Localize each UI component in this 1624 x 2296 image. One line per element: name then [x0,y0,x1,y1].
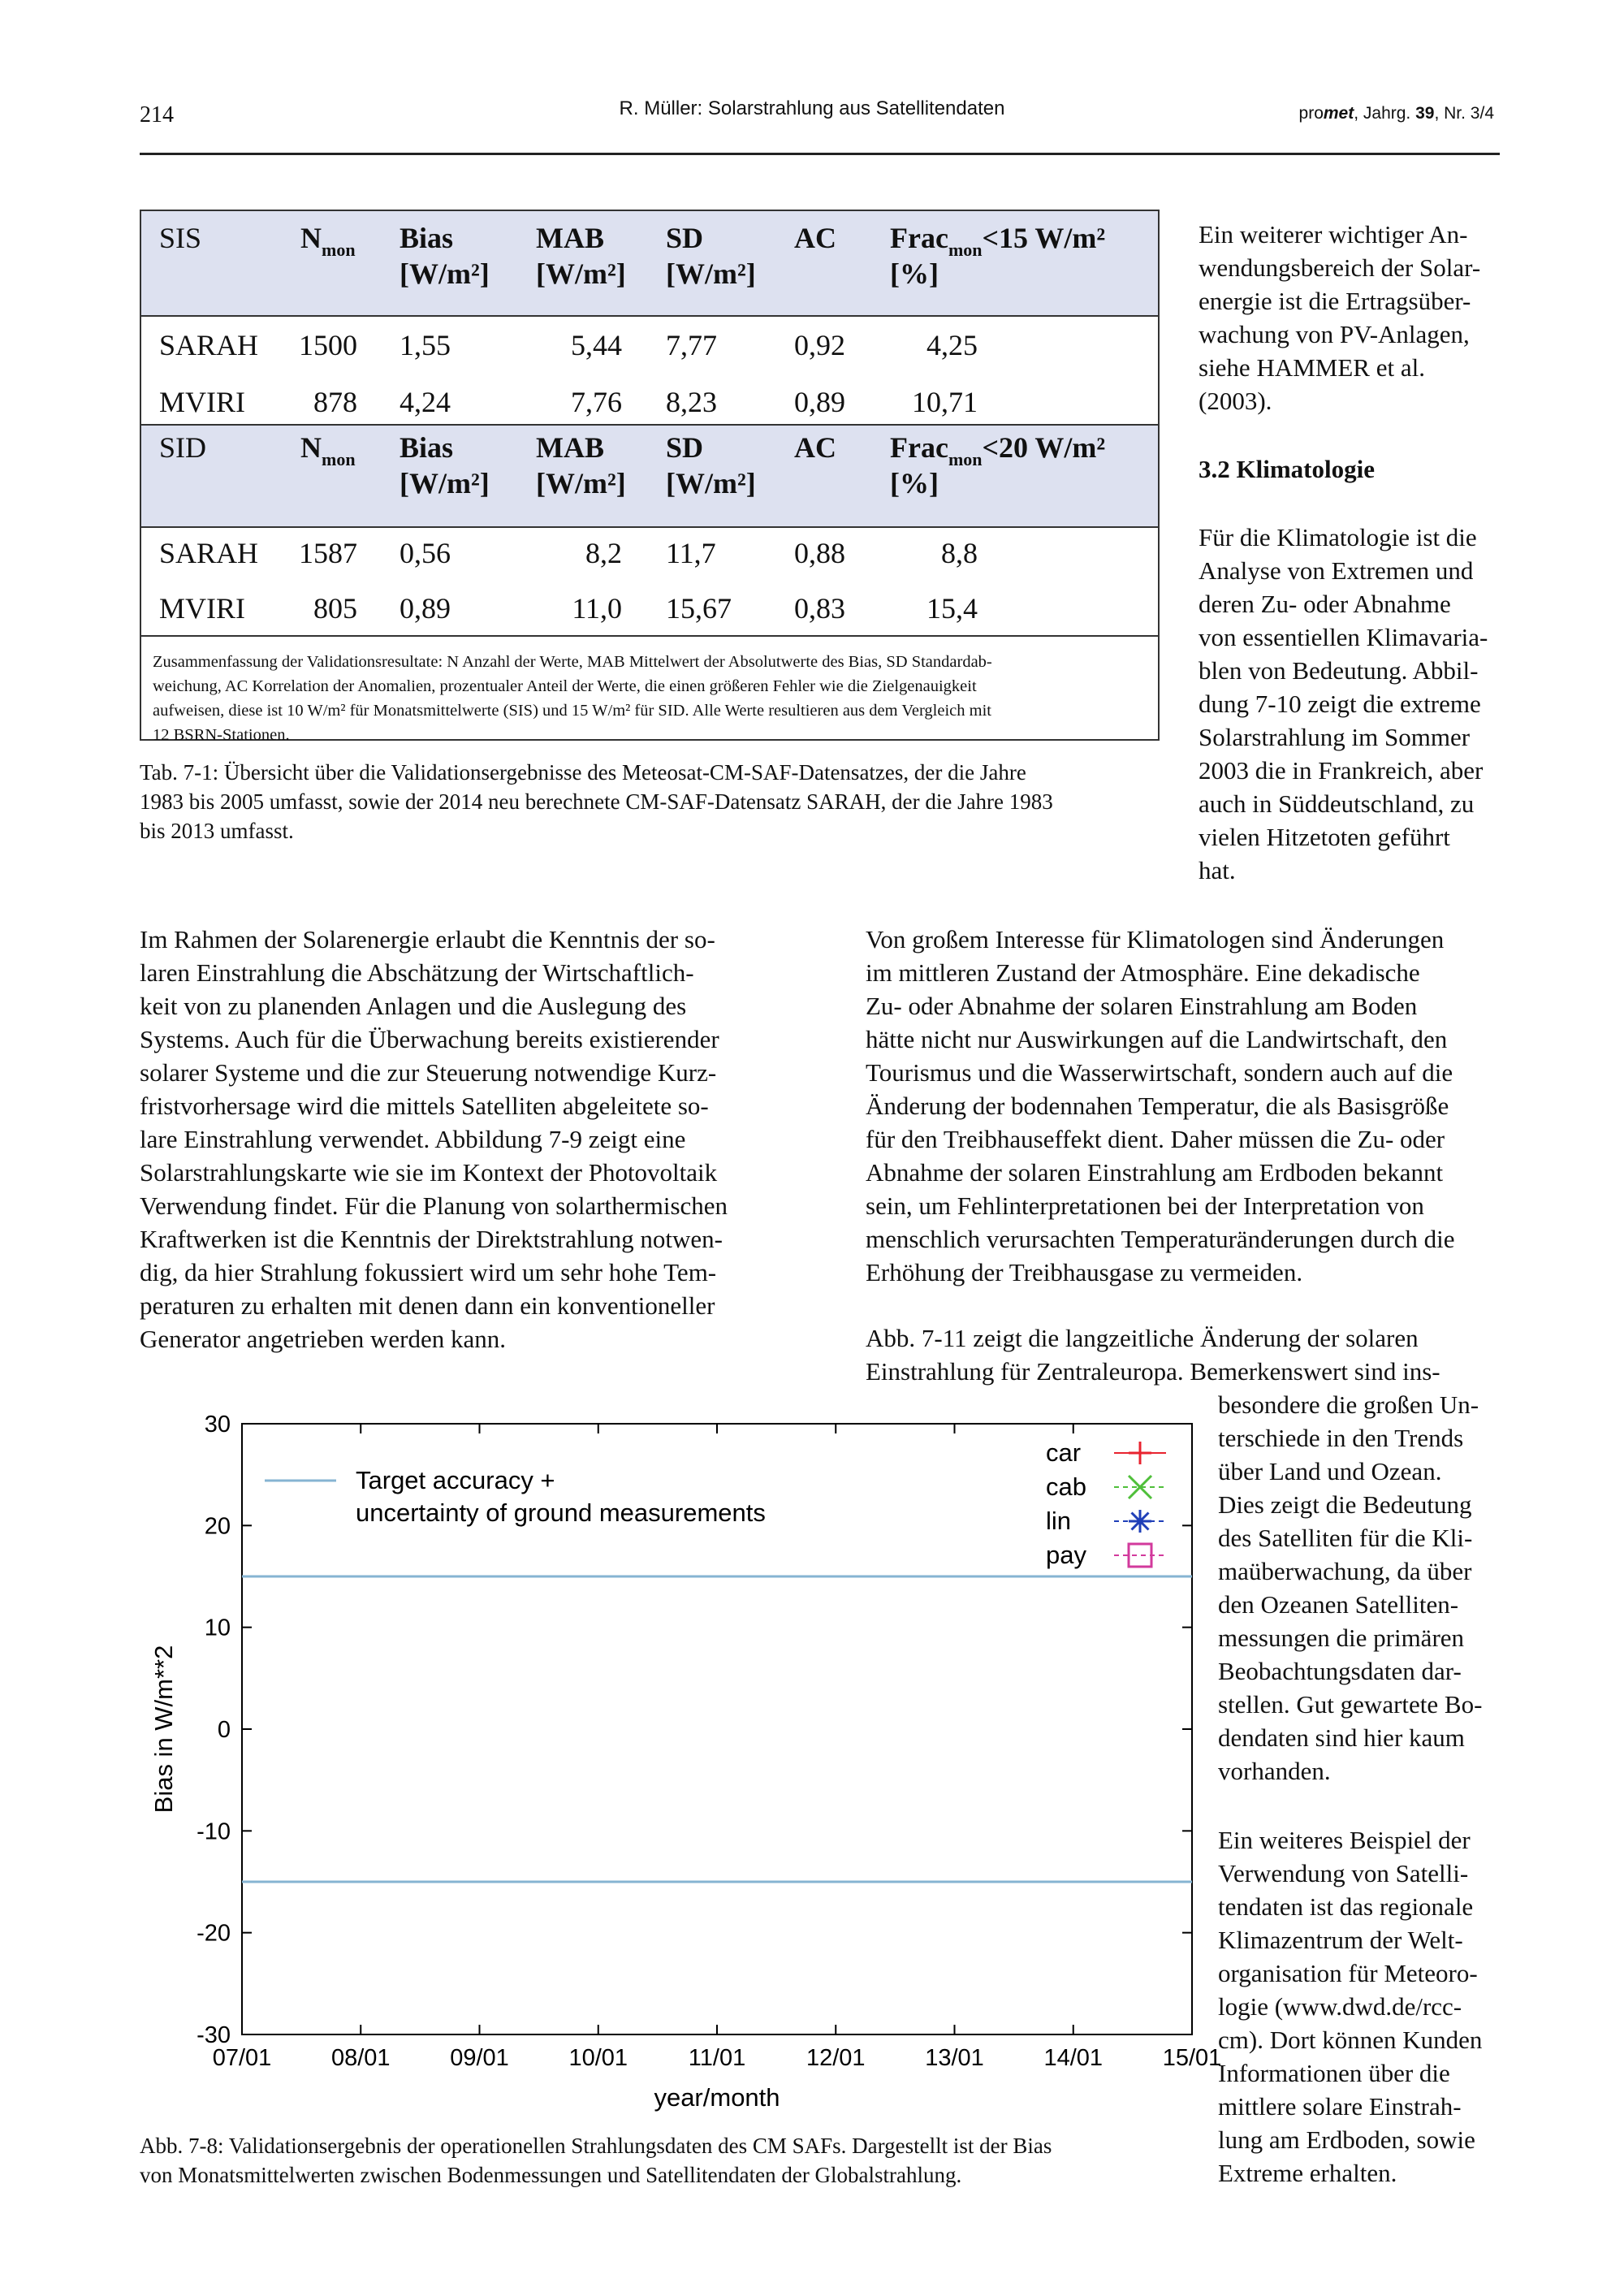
text-line: mittlere solare Einstrah- [1218,2092,1462,2121]
text-line: Generator angetrieben werden kann. [140,1325,506,1353]
text-line: des Satelliten für die Kli- [1218,1524,1473,1552]
journal-issue: , Nr. 3/4 [1434,104,1494,123]
text-line: cm). Dort können Kunden [1218,2026,1483,2054]
table-header-label: SIS [159,222,202,254]
text-line: solarer Systeme und die zur Steuerung notwendige Kurz- [140,1058,717,1087]
table-header-frac: Frac$_{mon}$<15 W/m² [890,222,1106,260]
row-bias: 1,55 [400,329,451,361]
text-line: besondere die großen Un- [1218,1390,1479,1419]
text-line: sein, um Fehlinterpretationen bei der Interpretation von [866,1191,1424,1220]
y-tick-label: 20 [204,1513,231,1540]
text-line: messungen die primären [1218,1624,1465,1652]
table-row [141,380,1158,421]
text-line: Tourismus und die Wasserwirtschaft, sondern auch auf die [866,1058,1453,1087]
table-header-mab: MAB [536,222,604,254]
text-line: Kraftwerken ist die Kenntnis der Direktstrahlung notwen- [140,1225,723,1253]
text-line: Klimazentrum der Welt- [1218,1926,1463,1954]
y-tick-label: 10 [204,1615,231,1641]
row-mab: 11,0 [572,592,622,625]
table-row [141,585,1158,625]
table-header-n: $N_{mon}$ [300,431,356,469]
series-legend-label: lin [1046,1507,1072,1535]
x-tick-label: 09/01 [450,2045,509,2071]
table-row [141,530,1158,570]
row-sd: 11,7 [666,537,716,569]
text-line: lung am Erdboden, sowie [1218,2125,1475,2154]
row-frac: 4,25 [926,329,978,361]
right-paragraph-trends [1218,1388,1517,1788]
table-header-sid [141,424,1158,528]
row-sd: 7,77 [666,329,717,361]
row-sd: 8,23 [666,386,717,418]
text-line: lare Einstrahlung verwendet. Abbildung 7-9 zeigt eine [140,1125,686,1153]
text-line: Extreme erhalten. [1218,2159,1397,2187]
reference-legend-label: Target accuracy + [356,1466,555,1494]
table-note-line: Zusammenfassung der Validationsresultate: N Anzahl der Werte, MAB Mittelwert der Absolutwerte des Bias, SD Standardab- [153,653,992,671]
table-caption [140,758,1160,845]
table-header-bias: Bias [400,222,454,254]
page-number: 214 [140,102,174,128]
right-paragraph-pv [1199,218,1517,417]
text-line: Erhöhung der Treibhausgase zu vermeiden. [866,1258,1303,1286]
row-name: SARAH [159,329,259,361]
text-line: peraturen zu erhalten mit denen dann ein konventioneller [140,1291,715,1320]
table-header-sd: SD [666,431,704,464]
right-paragraph-climatology [1199,521,1517,887]
row-ac: 0,88 [794,537,845,569]
text-line: energie ist die Ertragsüber- [1199,287,1471,315]
table-header-mab-unit: [W/m²] [536,467,626,499]
text-line: dig, da hier Strahlung fokussiert wird um sehr hohe Tem- [140,1258,717,1286]
text-line: Verwendung von Satelli- [1218,1859,1469,1887]
text-line: Abb. 7-11 zeigt die langzeitliche Änderung der solaren [866,1324,1419,1352]
x-tick-label: 10/01 [568,2045,628,2071]
row-ac: 0,83 [794,592,845,625]
series-legend-label: cab [1046,1472,1086,1501]
text-line: fristvorhersage wird die mittels Satelliten abgeleitete so- [140,1092,709,1120]
row-mab: 8,2 [585,537,622,569]
right-paragraph-rcc [1218,1823,1517,2190]
table-header-ac: AC [794,222,836,254]
text-line: terschiede in den Trends [1218,1424,1464,1452]
row-frac: 8,8 [941,537,978,569]
text-line: Solarstrahlungskarte wie sie im Kontext der Photovoltaik [140,1158,718,1187]
row-ac: 0,92 [794,329,845,361]
text-line: keit von zu planenden Anlagen und die Auslegung des [140,992,687,1020]
table-header-ac: AC [794,431,836,464]
bias-chart [140,1401,1222,2132]
text-line: für den Treibhauseffekt dient. Daher müssen die Zu- oder [866,1125,1445,1153]
text-line: laren Einstrahlung die Abschätzung der Wirtschaftlich- [140,958,694,987]
mid-paragraph-climate [866,923,1517,1289]
text-line: Systems. Auch für die Überwachung bereits existierender [140,1025,719,1053]
x-tick-label: 08/01 [330,2045,391,2071]
text-line: maüberwachung, da über [1218,1557,1472,1585]
text-line: siehe HAMMER et al. [1199,353,1425,382]
text-line: tendaten ist das regionale [1218,1892,1474,1921]
text-line: Änderung der bodennahen Temperatur, die als Basisgröße [866,1092,1449,1120]
row-mab: 5,44 [571,329,622,361]
table-header-frac-unit: [%] [890,467,939,499]
text-line: logie (www.dwd.de/rcc- [1218,1992,1462,2021]
x-tick-label: 13/01 [925,2045,984,2071]
row-frac: 10,71 [912,386,978,418]
y-tick-label: 0 [217,1717,231,1743]
table-header-mab-unit: [W/m²] [536,257,626,290]
validation-table [140,210,1160,744]
table-header-sis [141,211,1158,317]
text-line: hat. [1199,856,1236,884]
mid-paragraph-trends [866,1321,1517,1388]
text-line: 2003 die in Frankreich, aber [1199,756,1484,785]
row-mab: 7,76 [571,386,622,418]
running-title: R. Müller: Solarstrahlung aus Satellitendaten [619,97,1005,119]
row-frac: 15,4 [926,592,978,625]
text-line: menschlich verursachten Temperaturänderungen durch die [866,1225,1455,1253]
y-tick-label: -10 [197,1818,231,1845]
table-header-sd-unit: [W/m²] [666,467,756,499]
journal-reference [1299,104,1494,123]
reference-legend-label: uncertainty of ground measurements [356,1498,766,1527]
text-line: auch in Süddeutschland, zu [1199,789,1475,818]
text-line: blen von Bedeutung. Abbil- [1199,656,1479,685]
table-header-bias-unit: [W/m²] [400,257,490,290]
caption-line: Tab. 7-1: Übersicht über die Validationsergebnisse des Meteosat-CM-SAF-Datensatzes, der die Jahre [140,760,1026,785]
y-tick-label: 30 [204,1412,231,1438]
y-tick-label: -30 [197,2022,231,2048]
table-header-sd-unit: [W/m²] [666,257,756,290]
header-rule [140,153,1500,155]
text-line: über Land und Ozean. [1218,1457,1442,1485]
text-line: dung 7-10 zeigt die extreme [1199,690,1481,718]
table-header-bias: Bias [400,431,454,464]
row-bias: 0,89 [400,592,451,625]
row-bias: 0,56 [400,537,451,569]
text-line: Ein weiterer wichtiger An- [1199,220,1468,249]
text-line: Ein weiteres Beispiel der [1218,1826,1471,1854]
caption-line: Abb. 7-8: Validationsergebnis der operationellen Strahlungsdaten des CM SAFs. Dargestellt ist der Bias [140,2134,1052,2158]
table-header-label: SID [159,431,207,464]
text-line: vielen Hitzetoten geführt [1199,823,1450,851]
text-line: Im Rahmen der Solarenergie erlaubt die Kenntnis der so- [140,925,715,953]
series-legend-label: car [1046,1438,1082,1467]
row-ac: 0,89 [794,386,845,418]
text-line: Zu- oder Abnahme der solaren Einstrahlung am Boden [866,992,1418,1020]
text-line: von essentiellen Klimavaria- [1199,623,1488,651]
table-header-bias-unit: [W/m²] [400,467,490,499]
text-line: Von großem Interesse für Klimatologen sind Änderungen [866,925,1445,953]
text-line: Einstrahlung für Zentraleuropa. Bemerkenswert sind ins- [866,1357,1440,1386]
text-line: dendaten sind hier kaum [1218,1723,1465,1752]
text-line: deren Zu- oder Abnahme [1199,590,1451,618]
text-line: im mittleren Zustand der Atmosphäre. Eine dekadische [866,958,1420,987]
text-line: Abnahme der solaren Einstrahlung am Erdboden bekannt [866,1158,1444,1187]
text-line: hätte nicht nur Auswirkungen auf die Landwirtschaft, den [866,1025,1448,1053]
row-name: SARAH [159,537,259,569]
x-tick-label: 12/01 [806,2045,866,2071]
row-n: 1500 [299,329,357,361]
table-note-line: 12 BSRN-Stationen. [153,726,290,744]
text-line: Für die Klimatologie ist die [1199,523,1477,551]
text-line: Solarstrahlung im Sommer [1199,723,1471,751]
caption-line: 1983 bis 2005 umfasst, sowie der 2014 neu berechnete CM-SAF-Datensatz SARAH, der die Jahre 1983 [140,789,1053,814]
table-header-frac: Frac$_{mon}$<20 W/m² [890,431,1106,469]
row-n: 805 [313,592,357,625]
y-tick-label: -20 [197,1920,231,1947]
text-line: vorhanden. [1218,1757,1331,1785]
text-line: wendungsbereich der Solar- [1199,253,1481,282]
text-line: Verwendung findet. Für die Planung von solarthermischen [140,1191,728,1220]
table-header-n: $N_{mon}$ [300,222,356,260]
text-line: den Ozeanen Satelliten- [1218,1590,1459,1619]
table-header-mab: MAB [536,431,604,464]
row-name: MVIRI [159,592,245,625]
text-line: stellen. Gut gewartete Bo- [1218,1690,1483,1719]
row-sd: 15,67 [666,592,732,625]
journal-name-pre: pro [1298,104,1324,123]
table-header-frac-unit: [%] [890,257,939,290]
text-line: Dies zeigt die Bedeutung [1218,1490,1472,1519]
row-n: 878 [313,386,357,418]
table-header-sd: SD [666,222,704,254]
x-tick-label: 14/01 [1043,2045,1104,2071]
journal-name-bold: met [1323,104,1354,123]
y-axis-label: Bias in W/m**2 [149,1645,178,1814]
row-n: 1587 [299,537,357,569]
x-tick-label: 15/01 [1162,2045,1222,2071]
section-heading: 3.2 Klimatologie [1199,455,1375,483]
table-note [141,635,1158,747]
text-line: organisation für Meteoro- [1218,1959,1478,1987]
text-line: Informationen über die [1218,2059,1450,2087]
x-tick-label: 11/01 [688,2045,746,2071]
table-note-line: weichung, AC Korrelation der Anomalien, prozentualer Anteil der Werte, die einen größeren Fehler wie die Zielgenauigkeit [153,677,977,695]
text-line: (2003). [1199,387,1272,415]
table-row [141,323,1158,364]
text-line: wachung von PV-Anlagen, [1199,320,1470,348]
x-tick-label: 07/01 [212,2045,272,2071]
row-name: MVIRI [159,386,245,418]
x-axis-label: year/month [654,2083,780,2112]
row-bias: 4,24 [400,386,451,418]
figure-caption [140,2131,1195,2190]
table-note-line: aufweisen, diese ist 10 W/m² für Monatsmittelwerte (SIS) und 15 W/m² für SID. Alle Werte resultieren aus dem Vergleich mit [153,702,991,720]
journal-year: , Jahrg. [1354,104,1416,123]
left-paragraph-solar [140,923,789,1356]
journal-volume: 39 [1415,104,1435,123]
text-line: Analyse von Extremen und [1199,556,1474,585]
series-legend-label: pay [1046,1541,1086,1569]
caption-line: bis 2013 umfasst. [140,819,294,843]
caption-line: von Monatsmittelwerten zwischen Bodenmessungen und Satellitendaten der Globalstrahlung. [140,2163,962,2187]
text-line: Beobachtungsdaten dar- [1218,1657,1462,1685]
